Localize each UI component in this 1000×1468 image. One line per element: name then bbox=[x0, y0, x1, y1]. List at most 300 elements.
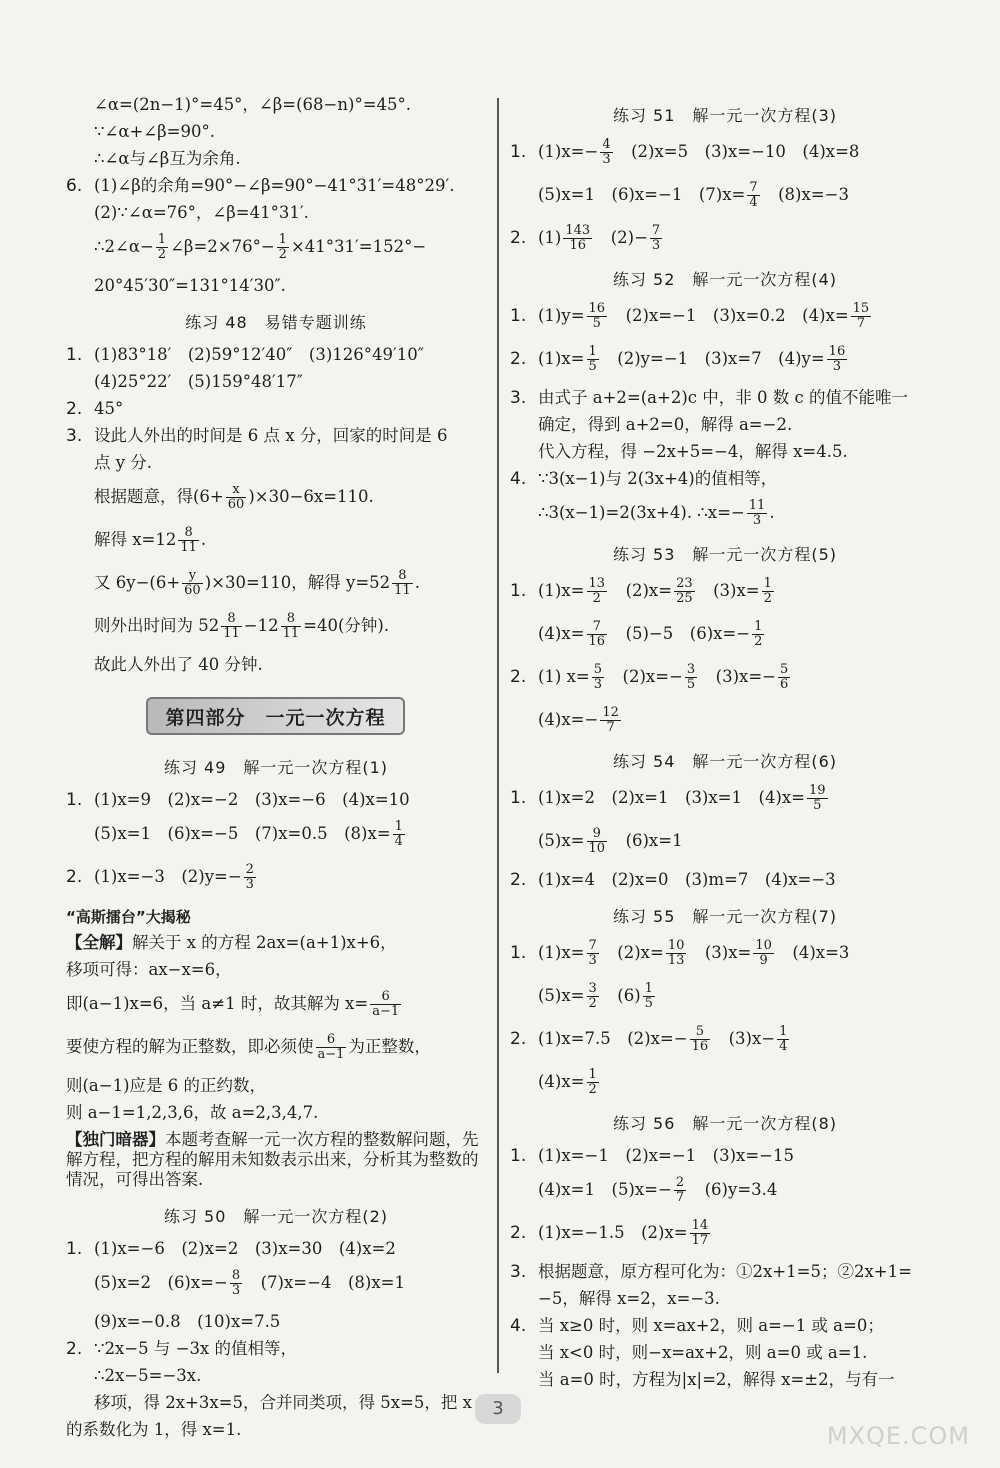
numerator: 16 bbox=[588, 301, 606, 316]
numerator: 1 bbox=[763, 576, 772, 591]
gaosi-line2: 移项可得：ax−x=6， bbox=[66, 960, 232, 979]
text: (1)∠β的余角=90°−∠β=90°−41°31′=48°29′. bbox=[94, 176, 455, 195]
q1-line2 bbox=[66, 1269, 486, 1298]
q3-line2: 点 y 分. bbox=[94, 453, 153, 472]
question-number: 4. bbox=[510, 1316, 527, 1336]
text: (1) x= bbox=[538, 667, 590, 686]
text: (1)x=− bbox=[538, 142, 599, 161]
text: (4)x= bbox=[538, 1072, 585, 1091]
numerator: 6 bbox=[370, 990, 401, 1005]
q3-line7: 故此人外出了 40 分钟. bbox=[94, 655, 263, 674]
denominator: 5 bbox=[588, 359, 597, 374]
text: (4)x=− bbox=[538, 710, 599, 729]
question-number: 1. bbox=[66, 345, 83, 365]
gaosi-line5: 则(a−1)应是 6 的正约数， bbox=[66, 1076, 267, 1095]
fraction bbox=[226, 483, 247, 512]
q4-line1 bbox=[510, 1316, 940, 1336]
q1-line2: (4)25°22′ (5)159°48′17″ bbox=[94, 372, 303, 391]
text: (1)x=4 (2)x=0 (3)m=7 (4)x=−3 bbox=[538, 870, 836, 889]
text: (1)y= bbox=[538, 306, 585, 325]
text: 即(a−1)x=6，当 a≠1 时，故其解为 x= bbox=[66, 994, 369, 1013]
text: 设此人外出的时间是 6 点 x 分，回家的时间是 6 bbox=[94, 426, 448, 445]
text: (1)83°18′ (2)59°12′40″ (3)126°49′10″ bbox=[94, 345, 424, 364]
numerator: 6 bbox=[316, 1033, 347, 1048]
question-number: 2. bbox=[510, 349, 527, 369]
q1-line bbox=[510, 577, 940, 606]
denominator: 3 bbox=[832, 359, 842, 374]
gaosi-line1 bbox=[66, 933, 486, 953]
denominator: 7 bbox=[675, 1190, 685, 1205]
fraction bbox=[587, 827, 608, 856]
denominator: 7 bbox=[606, 720, 615, 735]
gaosi-line7 bbox=[66, 1130, 486, 1190]
denominator: 3 bbox=[593, 677, 603, 692]
fraction bbox=[316, 1033, 347, 1062]
text: (1)x=2 (2)x=1 (3)x=1 (4)x= bbox=[538, 788, 806, 807]
section-title: 练习 52 解一元一次方程(4) bbox=[612, 270, 838, 289]
numerator: 8 bbox=[392, 569, 413, 584]
question-number: 1. bbox=[510, 788, 527, 808]
question-number: 2. bbox=[66, 399, 83, 419]
section-title: 练习 56 解一元一次方程(8) bbox=[612, 1114, 838, 1133]
q1-line bbox=[510, 939, 940, 968]
fraction bbox=[690, 1219, 711, 1248]
fraction bbox=[747, 499, 768, 528]
q2-line2: ∴2x−5=−3x. bbox=[94, 1366, 202, 1385]
denominator: 4 bbox=[749, 195, 758, 210]
text: 解得 x=12 bbox=[94, 530, 177, 549]
section-title: 练习 53 解一元一次方程(5) bbox=[612, 545, 838, 564]
numerator: 7 bbox=[749, 180, 758, 195]
denominator: 2 bbox=[588, 1082, 597, 1097]
q1-line2 bbox=[510, 620, 940, 649]
denominator: 3 bbox=[752, 513, 762, 528]
text: (2)x= bbox=[600, 943, 664, 962]
text: (3)x= bbox=[696, 581, 760, 600]
text: (2)x=− bbox=[606, 667, 683, 686]
text: (1)x=−6 (2)x=2 (3)x=30 (4)x=2 bbox=[94, 1239, 396, 1258]
text: 45° bbox=[94, 399, 124, 418]
section-title: 练习 49 解一元一次方程(1) bbox=[163, 758, 389, 777]
numerator: 7 bbox=[587, 620, 608, 635]
denominator: 3 bbox=[602, 152, 611, 167]
text: 本题考查解一元一次方程的整数解问题，先解方程，把方程的解用未知数表示出来，分析其为整数的情况，可得出答案. bbox=[66, 1130, 479, 1189]
gaosi-title: “高斯擂台”大揭秘 bbox=[66, 908, 191, 926]
denominator: 60 bbox=[184, 583, 201, 598]
denominator: 16 bbox=[588, 634, 606, 649]
text-line: ∴∠α与∠β互为余角. bbox=[94, 149, 241, 168]
text: (5)x=1 (6)x=−5 (7)x=0.5 (8)x= bbox=[94, 824, 391, 843]
question-number: 2. bbox=[66, 1339, 83, 1359]
numerator: 15 bbox=[852, 301, 870, 316]
text: 则外出时间为 52 bbox=[94, 616, 220, 635]
q6-line2: (2)∵∠α=76°，∠β=41°31′. bbox=[94, 203, 309, 222]
q3-line1 bbox=[510, 1262, 940, 1282]
denominator: 13 bbox=[667, 953, 685, 968]
text: . bbox=[769, 503, 775, 522]
q2-line4: 的系数化为 1，得 x=1. bbox=[66, 1420, 242, 1439]
q1-line bbox=[510, 784, 940, 813]
denominator: 7 bbox=[856, 316, 866, 331]
text: (6)x=1 bbox=[609, 831, 683, 850]
question-number: 1. bbox=[510, 306, 527, 326]
fraction bbox=[182, 569, 203, 598]
watermark: MXQE.COM bbox=[826, 1422, 970, 1450]
text: 为正整数， bbox=[348, 1037, 431, 1056]
text: (8)x=−3 bbox=[761, 185, 849, 204]
denominator: 60 bbox=[227, 497, 245, 512]
text: (1)x=−1 (2)x=−1 (3)x=−15 bbox=[538, 1146, 794, 1165]
column-divider bbox=[497, 98, 499, 1373]
q4-line3: 当 a=0 时，方程为|x|=2，解得 x=±2，与有一 bbox=[538, 1370, 895, 1389]
denominator: 16 bbox=[569, 238, 587, 253]
q3-line1 bbox=[510, 388, 940, 408]
numerator: 5 bbox=[593, 662, 603, 677]
section-title: 练习 54 解一元一次方程(6) bbox=[612, 752, 838, 771]
q3-line3: 代入方程，得 −2x+5=−4，解得 x=4.5. bbox=[538, 442, 848, 461]
denominator: 3 bbox=[245, 877, 254, 892]
denominator: 6 bbox=[779, 677, 789, 692]
text: 由式子 a+2=(a+2)c 中，非 0 数 c 的值不能唯一 bbox=[538, 388, 908, 407]
text: (2)x=5 (3)x=−10 (4)x=8 bbox=[614, 142, 860, 161]
text: (5)x= bbox=[538, 831, 585, 850]
numerator: 1 bbox=[588, 344, 597, 359]
q3-line5 bbox=[66, 569, 486, 598]
question-number: 3. bbox=[510, 388, 527, 408]
fraction bbox=[600, 706, 621, 735]
text: (5)x=2 (6)x=− bbox=[94, 1273, 228, 1292]
denominator: 3 bbox=[231, 1283, 241, 1298]
numerator: 2 bbox=[675, 1175, 685, 1190]
section-title: 练习 55 解一元一次方程(7) bbox=[612, 907, 838, 926]
section-title: 练习 50 解一元一次方程(2) bbox=[163, 1207, 389, 1226]
numerator: 1 bbox=[278, 232, 287, 247]
question-number: 4. bbox=[510, 469, 527, 489]
q2-line bbox=[66, 399, 486, 419]
q1-line3: (9)x=−0.8 (10)x=7.5 bbox=[94, 1312, 281, 1331]
q2-line bbox=[510, 870, 940, 890]
fraction bbox=[587, 982, 599, 1011]
numerator: 1 bbox=[779, 1024, 788, 1039]
denominator: a−1 bbox=[372, 1004, 400, 1019]
tag: 【独门暗器】 bbox=[66, 1130, 165, 1149]
fraction bbox=[563, 224, 592, 253]
fraction bbox=[244, 863, 256, 892]
numerator: 8 bbox=[231, 1268, 241, 1283]
text: 根据题意，得(6+ bbox=[94, 487, 224, 506]
numerator: 7 bbox=[651, 223, 661, 238]
numerator: 1 bbox=[157, 232, 167, 247]
q3-line1 bbox=[66, 426, 486, 446]
numerator: 1 bbox=[394, 819, 403, 834]
text: (3)x− bbox=[712, 1029, 776, 1048]
fraction bbox=[752, 620, 764, 649]
denominator: 2 bbox=[157, 247, 167, 262]
question-number: 2. bbox=[66, 867, 83, 887]
fraction bbox=[587, 302, 608, 331]
numerator: 19 bbox=[809, 783, 826, 798]
q2-line2 bbox=[510, 1068, 940, 1097]
part-banner bbox=[146, 697, 405, 735]
question-number: 1. bbox=[66, 1239, 83, 1259]
numerator: 13 bbox=[588, 576, 606, 591]
question-number: 2. bbox=[510, 228, 527, 248]
q2-line bbox=[510, 1025, 940, 1054]
numerator: 7 bbox=[588, 938, 597, 953]
text: (6) bbox=[600, 986, 641, 1005]
q1-line bbox=[510, 138, 940, 167]
question-number: 2. bbox=[510, 870, 527, 890]
fraction bbox=[281, 612, 302, 641]
q6-line4: 20°45′30″=131°14′30″. bbox=[94, 276, 286, 295]
denominator: 2 bbox=[754, 634, 763, 649]
text: (1)x=9 (2)x=−2 (3)x=−6 (4)x=10 bbox=[94, 790, 410, 809]
q4-line2: 当 x<0 时，则−x=ax+2，则 a=0 或 a=1. bbox=[538, 1343, 868, 1362]
question-number: 3. bbox=[510, 1262, 527, 1282]
denominator: 9 bbox=[759, 953, 768, 968]
q1-line bbox=[66, 790, 486, 810]
gaosi-line4 bbox=[66, 1033, 486, 1062]
fraction bbox=[690, 1025, 711, 1054]
numerator: 3 bbox=[588, 981, 597, 996]
text: ∵2x−5 与 −3x 的值相等， bbox=[94, 1339, 297, 1358]
text: 又 6y−(6+ bbox=[94, 573, 181, 592]
numerator: 10 bbox=[755, 938, 772, 953]
fraction bbox=[587, 620, 608, 649]
q1-line bbox=[66, 1239, 486, 1259]
numerator: 9 bbox=[587, 827, 608, 842]
text-line: ∠α=(2n−1)°=45°，∠β=(68−n)°=45°. bbox=[94, 95, 412, 114]
q3-line6 bbox=[66, 612, 486, 641]
question-number: 6. bbox=[66, 176, 83, 196]
fraction bbox=[827, 345, 848, 374]
numerator: 1 bbox=[588, 1067, 597, 1082]
fraction bbox=[393, 820, 405, 849]
text: ∴2∠α− bbox=[94, 237, 154, 256]
fraction bbox=[674, 1176, 686, 1205]
text: 解关于 x 的方程 2ax=(a+1)x+6， bbox=[132, 933, 397, 952]
fraction bbox=[666, 939, 687, 968]
text: (1) bbox=[538, 228, 562, 247]
fraction bbox=[762, 577, 774, 606]
text: 当 x≥0 时，则 x=ax+2，则 a=−1 或 a=0； bbox=[538, 1316, 884, 1335]
denominator: 5 bbox=[644, 996, 653, 1011]
numerator: 5 bbox=[690, 1025, 711, 1040]
question-number: 1. bbox=[510, 581, 527, 601]
text: (2)− bbox=[594, 228, 648, 247]
text: ∵3(x−1)与 2(3x+4)的值相等， bbox=[538, 469, 778, 488]
numerator: 12 bbox=[602, 705, 619, 720]
text: −12 bbox=[243, 616, 279, 635]
denominator: 11 bbox=[282, 626, 300, 641]
numerator: 11 bbox=[748, 498, 766, 513]
denominator: 16 bbox=[691, 1039, 709, 1054]
section-title: 练习 51 解一元一次方程(3) bbox=[612, 106, 838, 125]
text: . bbox=[200, 530, 207, 549]
tag: 【全解】 bbox=[66, 933, 132, 952]
q3-line3 bbox=[66, 483, 486, 512]
fraction bbox=[592, 663, 604, 692]
text: (1)x=−1.5 (2)x= bbox=[538, 1223, 688, 1242]
text: ×41°31′=152°− bbox=[290, 237, 427, 256]
numerator: 14 bbox=[691, 1218, 709, 1233]
fraction bbox=[807, 784, 828, 813]
text: (5)x= bbox=[538, 986, 585, 1005]
denominator: 25 bbox=[676, 591, 693, 606]
denominator: 3 bbox=[651, 238, 661, 253]
gaosi-line6: 则 a−1=1,2,3,6，故 a=2,3,4,7. bbox=[66, 1103, 319, 1122]
q1-line bbox=[66, 345, 486, 365]
numerator: 1 bbox=[644, 981, 653, 996]
numerator: 16 bbox=[828, 344, 846, 359]
q2-line3: 移项，得 2x+3x=5，合并同类项，得 5x=5，把 x bbox=[94, 1393, 472, 1412]
q4-line1 bbox=[510, 469, 940, 489]
fraction bbox=[221, 612, 242, 641]
q1-line2 bbox=[510, 181, 940, 210]
numerator: 3 bbox=[686, 662, 696, 677]
numerator: x bbox=[226, 483, 247, 498]
fraction bbox=[851, 302, 872, 331]
numerator: 143 bbox=[565, 223, 591, 238]
text: (5)−5 (6)x=− bbox=[609, 624, 751, 643]
fraction bbox=[778, 663, 790, 692]
q3-line2: 确定，得到 a+2=0，解得 a=−2. bbox=[538, 415, 793, 434]
denominator: 5 bbox=[813, 798, 822, 813]
section-title: 练习 48 易错专题训练 bbox=[185, 313, 367, 332]
text: (2)y=−1 (3)x=7 (4)y= bbox=[600, 349, 825, 368]
text: (1)x= bbox=[538, 349, 585, 368]
denominator: a−1 bbox=[317, 1047, 345, 1062]
denominator: 11 bbox=[180, 540, 197, 555]
denominator: 2 bbox=[763, 591, 772, 606]
fraction bbox=[650, 224, 662, 253]
fraction bbox=[753, 939, 774, 968]
question-number: 2. bbox=[510, 1223, 527, 1243]
text: (1)x=−3 (2)y=− bbox=[94, 867, 242, 886]
fraction bbox=[600, 138, 612, 167]
denominator: 4 bbox=[394, 834, 403, 849]
question-number: 1. bbox=[510, 1146, 527, 1166]
text: 要使方程的解为正整数，即必须使 bbox=[66, 1037, 314, 1056]
left-column bbox=[66, 95, 486, 1447]
text: (3)x= bbox=[688, 943, 752, 962]
gaosi-line3 bbox=[66, 990, 486, 1019]
numerator: 2 bbox=[245, 862, 254, 877]
fraction bbox=[230, 1269, 242, 1298]
page-number: 3 bbox=[475, 1394, 521, 1424]
question-number: 3. bbox=[66, 426, 83, 446]
fraction bbox=[747, 181, 759, 210]
fraction bbox=[685, 663, 697, 692]
q3-line2: −5，解得 x=2，x=−3. bbox=[538, 1289, 720, 1308]
q6-line1 bbox=[66, 176, 486, 196]
q4-line2 bbox=[510, 499, 940, 528]
question-number: 2. bbox=[510, 667, 527, 687]
q1-line2 bbox=[510, 827, 940, 856]
text: . bbox=[414, 573, 420, 592]
denominator: 5 bbox=[686, 677, 696, 692]
denominator: 11 bbox=[223, 626, 240, 641]
denominator: 11 bbox=[394, 583, 411, 598]
numerator: 1 bbox=[754, 619, 763, 634]
text: (4)x=3 bbox=[775, 943, 850, 962]
question-number: 1. bbox=[510, 142, 527, 162]
denominator: 2 bbox=[592, 591, 601, 606]
fraction bbox=[587, 345, 599, 374]
text: (2)x=−1 (3)x=0.2 (4)x= bbox=[609, 306, 849, 325]
numerator: 8 bbox=[281, 612, 302, 627]
numerator: 8 bbox=[221, 612, 242, 627]
text: (1)x= bbox=[538, 943, 585, 962]
q2-line1 bbox=[66, 1339, 486, 1359]
fraction bbox=[674, 577, 695, 606]
numerator: 8 bbox=[178, 526, 199, 541]
text: (6)y=3.4 bbox=[688, 1180, 778, 1199]
text: 根据题意，原方程可化为：①2x+1=5；②2x+1= bbox=[538, 1262, 912, 1281]
text-line: ∵∠α+∠β=90°. bbox=[94, 122, 215, 141]
text: =40(分钟). bbox=[303, 616, 390, 635]
denominator: 4 bbox=[779, 1039, 788, 1054]
q2-line bbox=[510, 345, 940, 374]
question-number: 2. bbox=[510, 1029, 527, 1049]
denominator: 10 bbox=[588, 841, 606, 856]
fraction bbox=[587, 577, 608, 606]
denominator: 2 bbox=[588, 996, 597, 1011]
text: (1)x= bbox=[538, 581, 585, 600]
numerator: 4 bbox=[602, 137, 611, 152]
q2-line bbox=[510, 663, 940, 692]
right-column bbox=[510, 95, 940, 1397]
part-title: 第四部分 一元一次方程 bbox=[165, 707, 386, 729]
text: )×30−6x=110. bbox=[248, 487, 374, 506]
q1-line2 bbox=[510, 982, 940, 1011]
fraction bbox=[370, 990, 401, 1019]
fraction bbox=[643, 982, 655, 1011]
numerator: 23 bbox=[676, 576, 693, 591]
q1-line bbox=[510, 302, 940, 331]
question-number: 1. bbox=[510, 943, 527, 963]
fraction bbox=[277, 233, 289, 262]
q1-line bbox=[510, 1146, 940, 1166]
text: ∠β=2×76°− bbox=[170, 237, 275, 256]
denominator: 5 bbox=[592, 316, 601, 331]
question-number: 1. bbox=[66, 790, 83, 810]
text: )×30=110，解得 y=52 bbox=[204, 573, 391, 592]
text: (2)x= bbox=[609, 581, 673, 600]
q2-line2 bbox=[510, 706, 940, 735]
numerator: 10 bbox=[667, 938, 685, 953]
fraction bbox=[587, 1068, 599, 1097]
denominator: 3 bbox=[588, 953, 597, 968]
text: (7)x=−4 (8)x=1 bbox=[244, 1273, 405, 1292]
fraction bbox=[777, 1025, 789, 1054]
numerator: y bbox=[182, 569, 203, 584]
denominator: 17 bbox=[691, 1233, 709, 1248]
q2-line bbox=[66, 863, 486, 892]
q3-line4 bbox=[66, 526, 486, 555]
q2-line bbox=[510, 224, 940, 253]
text: (5)x=1 (6)x=−1 (7)x= bbox=[538, 185, 746, 204]
text: (4)x= bbox=[538, 624, 585, 643]
fraction bbox=[178, 526, 199, 555]
q1-line2 bbox=[510, 1176, 940, 1205]
text: (3)x=− bbox=[699, 667, 776, 686]
text: ∴3(x−1)=2(3x+4). ∴x=− bbox=[538, 503, 745, 522]
q2-line bbox=[510, 1219, 940, 1248]
fraction bbox=[587, 939, 599, 968]
fraction bbox=[392, 569, 413, 598]
denominator: 2 bbox=[278, 247, 287, 262]
